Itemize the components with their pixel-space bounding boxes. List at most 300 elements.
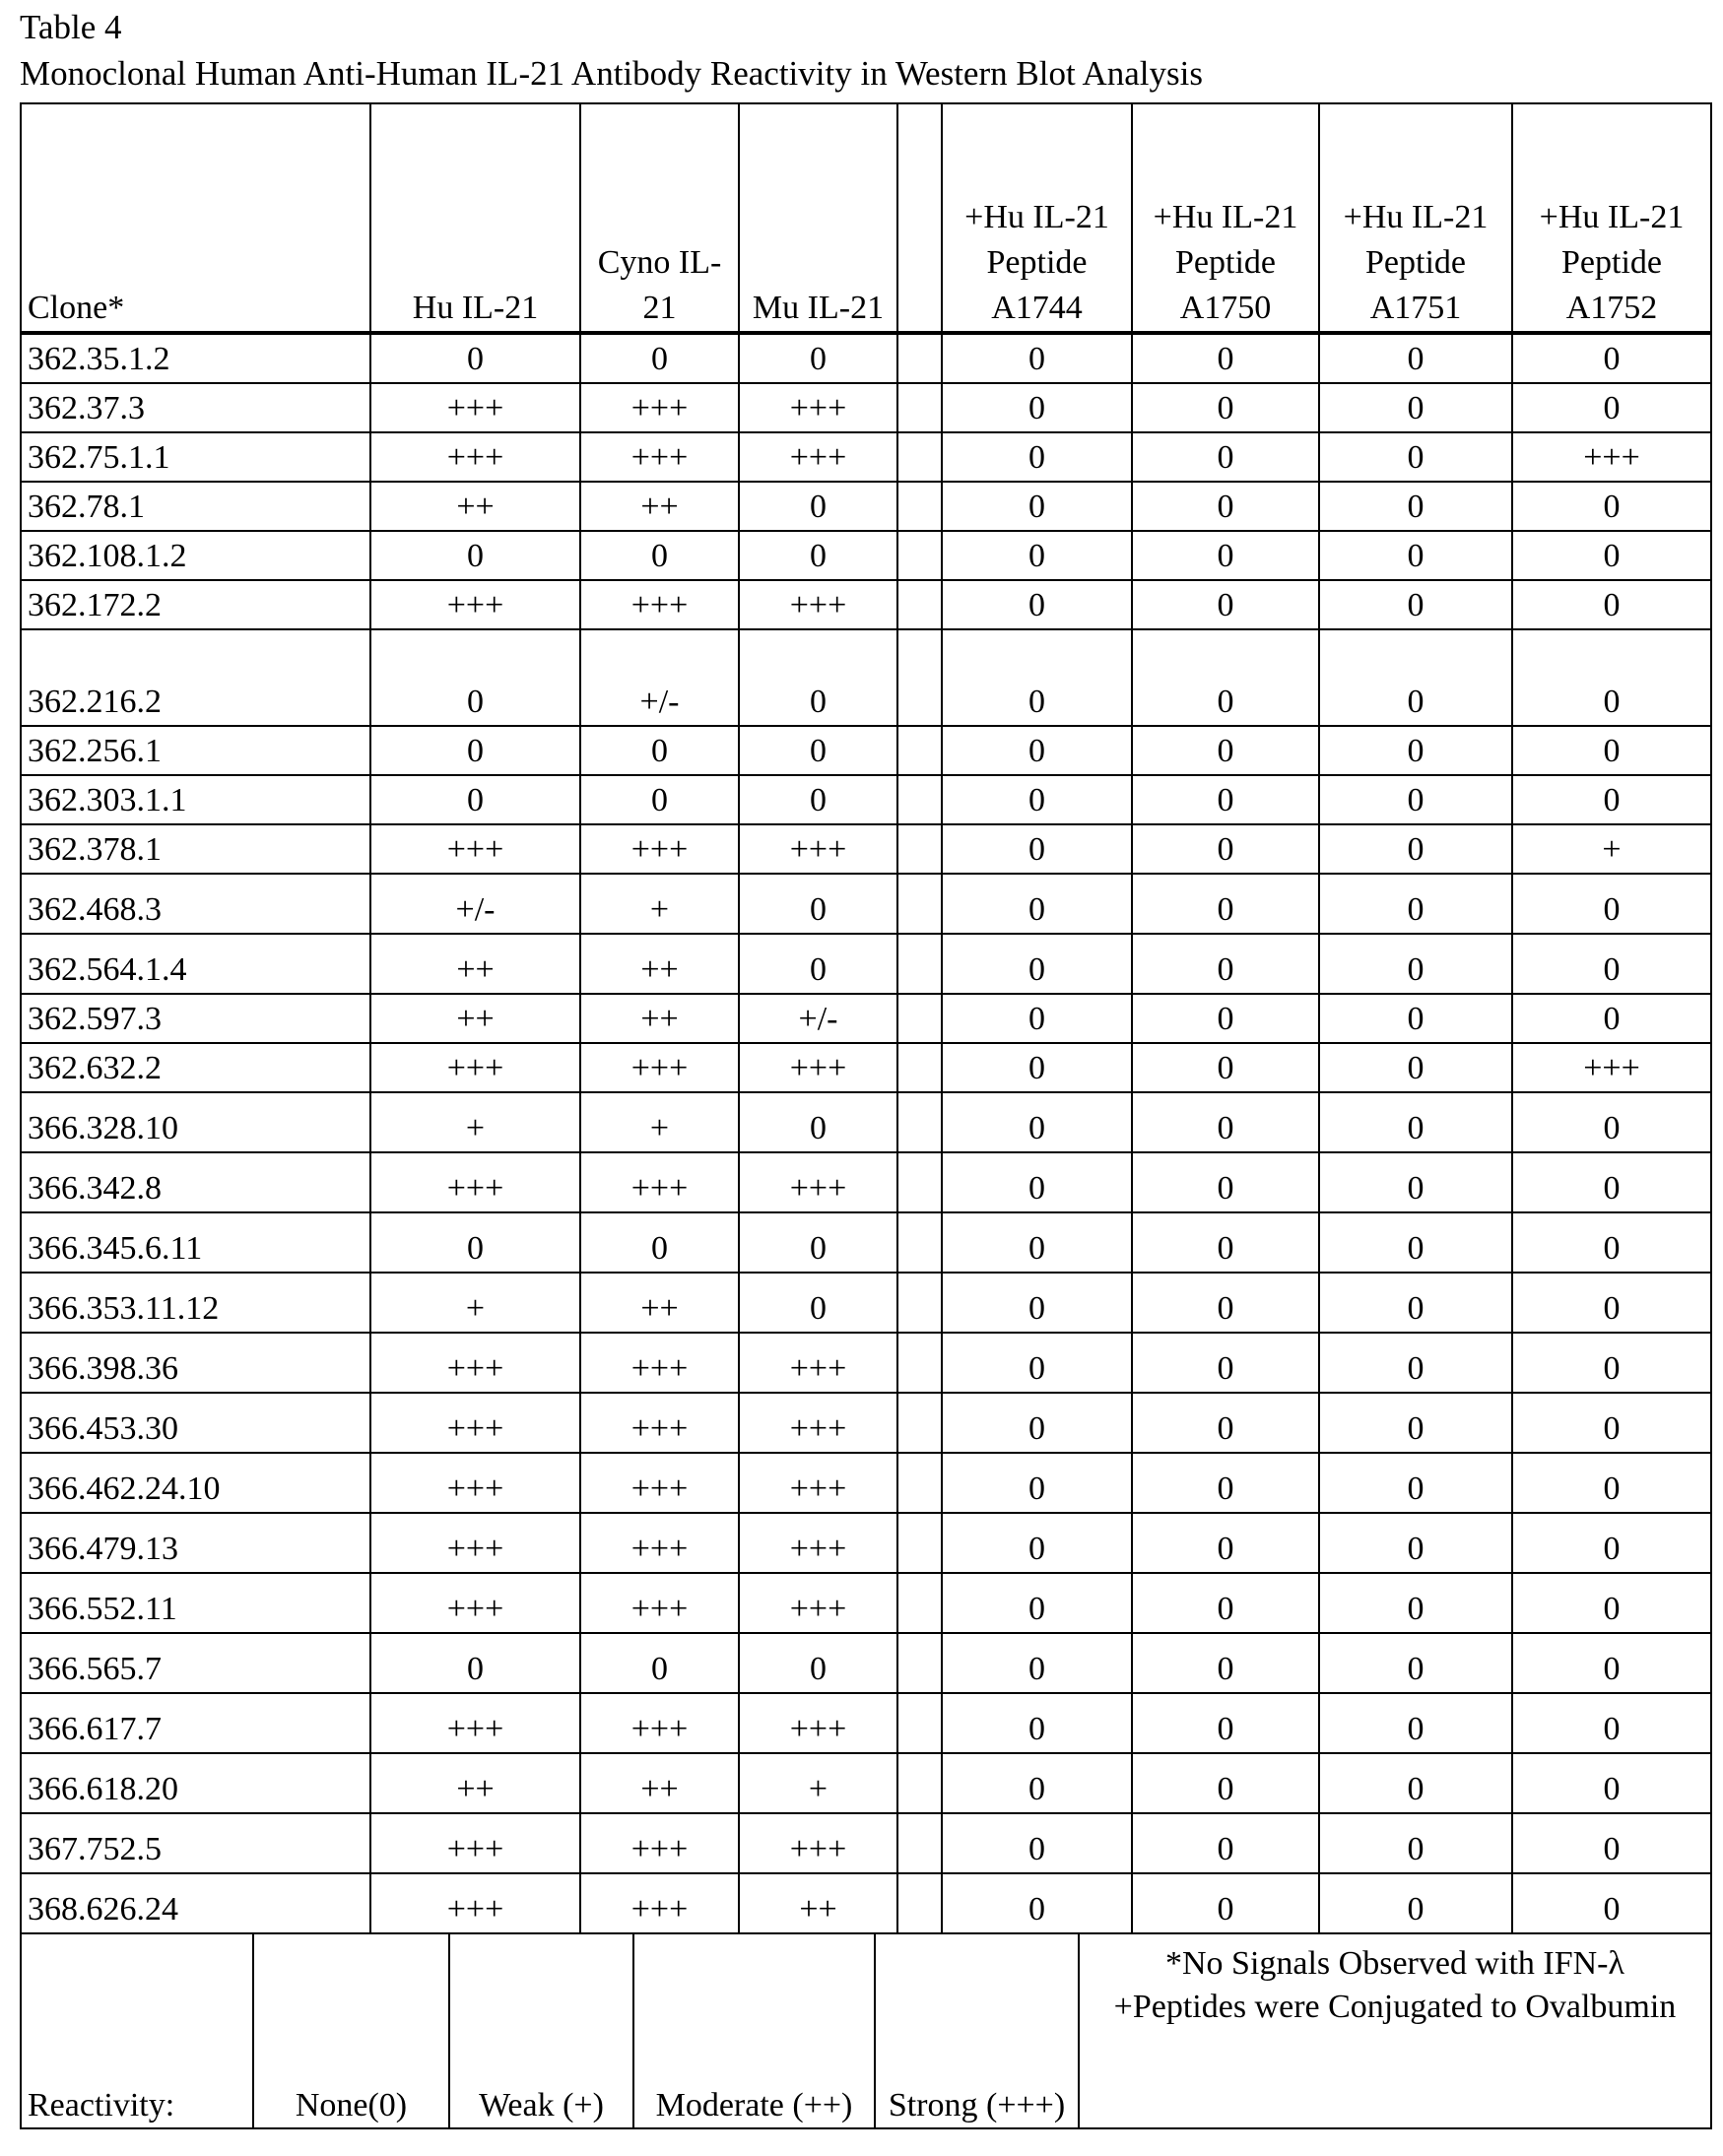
note-ovalbumin: +Peptides were Conjugated to Ovalbumin — [1086, 1986, 1704, 2029]
cell-clone: 366.565.7 — [21, 1633, 370, 1693]
cell-clone: 362.75.1.1 — [21, 432, 370, 482]
cell-cyno-il21: ++ — [580, 1753, 739, 1813]
cell-a1751: 0 — [1319, 580, 1512, 629]
cell-a1750: 0 — [1132, 934, 1319, 994]
cell-cyno-il21: +++ — [580, 1513, 739, 1573]
cell-a1752: 0 — [1512, 1873, 1711, 1933]
cell-a1750: 0 — [1132, 482, 1319, 531]
cell-cyno-il21: +++ — [580, 580, 739, 629]
cell-mu-il21: 0 — [739, 629, 897, 726]
cell-a1750: 0 — [1132, 1212, 1319, 1273]
cell-clone: 367.752.5 — [21, 1813, 370, 1873]
cell-clone: 362.256.1 — [21, 726, 370, 775]
cell-a1751: 0 — [1319, 1513, 1512, 1573]
table-row — [21, 1273, 1711, 1333]
spacer-cell — [897, 1393, 942, 1453]
cell-clone: 366.618.20 — [21, 1753, 370, 1813]
cell-cyno-il21: +++ — [580, 1152, 739, 1212]
cell-mu-il21: + — [739, 1753, 897, 1813]
cell-clone: 366.328.10 — [21, 1092, 370, 1152]
cell-a1752: 0 — [1512, 1633, 1711, 1693]
cell-a1744: 0 — [942, 1333, 1132, 1393]
cell-mu-il21: 0 — [739, 333, 897, 383]
spacer-cell — [897, 1693, 942, 1753]
cell-a1744: 0 — [942, 1273, 1132, 1333]
cell-a1744: 0 — [942, 383, 1132, 432]
cell-a1750: 0 — [1132, 629, 1319, 726]
cell-a1750: 0 — [1132, 1043, 1319, 1092]
cell-a1751: 0 — [1319, 1333, 1512, 1393]
spacer-cell — [897, 1573, 942, 1633]
cell-a1751: 0 — [1319, 333, 1512, 383]
cell-a1752: 0 — [1512, 1212, 1711, 1273]
legend-none: None(0) — [253, 1933, 449, 2128]
cell-cyno-il21: +++ — [580, 1813, 739, 1873]
cell-a1744: 0 — [942, 824, 1132, 874]
cell-mu-il21: +++ — [739, 1393, 897, 1453]
cell-a1744: 0 — [942, 333, 1132, 383]
cell-a1744: 0 — [942, 874, 1132, 934]
cell-hu-il21: + — [370, 1273, 580, 1333]
cell-cyno-il21: +++ — [580, 1573, 739, 1633]
cell-mu-il21: ++ — [739, 1873, 897, 1933]
table-title: Monoclonal Human Anti-Human IL-21 Antibody Reactivity in Western Blot Analysis — [20, 54, 1203, 94]
spacer-cell — [897, 531, 942, 580]
cell-a1752: 0 — [1512, 531, 1711, 580]
cell-cyno-il21: +++ — [580, 824, 739, 874]
cell-hu-il21: + — [370, 1092, 580, 1152]
cell-a1750: 0 — [1132, 1813, 1319, 1873]
cell-a1744: 0 — [942, 726, 1132, 775]
table-row — [21, 994, 1711, 1043]
spacer-cell — [897, 726, 942, 775]
cell-a1752: 0 — [1512, 1813, 1711, 1873]
legend-table — [20, 1932, 1712, 2129]
cell-a1744: 0 — [942, 1453, 1132, 1513]
cell-cyno-il21: +++ — [580, 1333, 739, 1393]
cell-a1750: 0 — [1132, 1753, 1319, 1813]
legend-moderate: Moderate (++) — [633, 1933, 875, 2128]
cell-a1752: 0 — [1512, 874, 1711, 934]
cell-a1752: 0 — [1512, 1453, 1711, 1513]
cell-a1750: 0 — [1132, 1333, 1319, 1393]
cell-a1750: 0 — [1132, 580, 1319, 629]
table-row — [21, 726, 1711, 775]
cell-cyno-il21: 0 — [580, 1212, 739, 1273]
cell-clone: 366.398.36 — [21, 1333, 370, 1393]
cell-a1750: 0 — [1132, 333, 1319, 383]
cell-a1751: 0 — [1319, 726, 1512, 775]
table-row — [21, 1573, 1711, 1633]
cell-a1751: 0 — [1319, 629, 1512, 726]
cell-clone: 362.216.2 — [21, 629, 370, 726]
cell-hu-il21: 0 — [370, 531, 580, 580]
cell-cyno-il21: + — [580, 874, 739, 934]
cell-a1750: 0 — [1132, 1693, 1319, 1753]
cell-a1751: 0 — [1319, 994, 1512, 1043]
cell-hu-il21: +++ — [370, 1043, 580, 1092]
table-row — [21, 1693, 1711, 1753]
cell-a1751: 0 — [1319, 1813, 1512, 1873]
cell-cyno-il21: 0 — [580, 775, 739, 824]
cell-mu-il21: +++ — [739, 1513, 897, 1573]
header-a1744: +Hu IL-21 Peptide A1744 — [942, 103, 1132, 333]
cell-a1752: 0 — [1512, 1152, 1711, 1212]
cell-hu-il21: +++ — [370, 1813, 580, 1873]
table-row — [21, 775, 1711, 824]
cell-a1750: 0 — [1132, 1273, 1319, 1333]
cell-hu-il21: ++ — [370, 994, 580, 1043]
cell-a1750: 0 — [1132, 994, 1319, 1043]
cell-cyno-il21: +++ — [580, 1453, 739, 1513]
cell-hu-il21: 0 — [370, 726, 580, 775]
cell-a1751: 0 — [1319, 1873, 1512, 1933]
cell-a1750: 0 — [1132, 1393, 1319, 1453]
cell-a1750: 0 — [1132, 1633, 1319, 1693]
cell-clone: 366.345.6.11 — [21, 1212, 370, 1273]
cell-a1752: 0 — [1512, 1333, 1711, 1393]
cell-clone: 362.378.1 — [21, 824, 370, 874]
table-row — [21, 874, 1711, 934]
cell-a1744: 0 — [942, 934, 1132, 994]
cell-a1744: 0 — [942, 1573, 1132, 1633]
cell-a1751: 0 — [1319, 1092, 1512, 1152]
cell-a1744: 0 — [942, 1513, 1132, 1573]
cell-a1750: 0 — [1132, 1573, 1319, 1633]
cell-a1744: 0 — [942, 580, 1132, 629]
cell-a1744: 0 — [942, 1043, 1132, 1092]
table-row — [21, 432, 1711, 482]
cell-clone: 366.462.24.10 — [21, 1453, 370, 1513]
cell-a1752: 0 — [1512, 1273, 1711, 1333]
cell-a1751: 0 — [1319, 934, 1512, 994]
table-row — [21, 1393, 1711, 1453]
cell-mu-il21: 0 — [739, 726, 897, 775]
cell-a1752: 0 — [1512, 1393, 1711, 1453]
cell-hu-il21: +++ — [370, 383, 580, 432]
cell-a1744: 0 — [942, 1092, 1132, 1152]
cell-a1744: 0 — [942, 994, 1132, 1043]
reactivity-table — [20, 102, 1712, 1934]
cell-cyno-il21: + — [580, 1092, 739, 1152]
cell-a1752: 0 — [1512, 1513, 1711, 1573]
cell-a1751: 0 — [1319, 1273, 1512, 1333]
cell-a1751: 0 — [1319, 482, 1512, 531]
table-row — [21, 1092, 1711, 1152]
header-a1751: +Hu IL-21 Peptide A1751 — [1319, 103, 1512, 333]
cell-mu-il21: 0 — [739, 1212, 897, 1273]
table-row — [21, 482, 1711, 531]
cell-a1750: 0 — [1132, 1873, 1319, 1933]
header-a1752: +Hu IL-21 Peptide A1752 — [1512, 103, 1711, 333]
cell-a1751: 0 — [1319, 383, 1512, 432]
header-cyno-il21: Cyno IL-21 — [580, 103, 739, 333]
cell-clone: 366.342.8 — [21, 1152, 370, 1212]
header-spacer — [897, 103, 942, 333]
cell-a1751: 0 — [1319, 1043, 1512, 1092]
cell-hu-il21: 0 — [370, 333, 580, 383]
cell-a1752: 0 — [1512, 1092, 1711, 1152]
spacer-cell — [897, 1453, 942, 1513]
spacer-cell — [897, 934, 942, 994]
cell-cyno-il21: 0 — [580, 726, 739, 775]
cell-a1752: 0 — [1512, 333, 1711, 383]
cell-clone: 362.172.2 — [21, 580, 370, 629]
cell-a1744: 0 — [942, 1633, 1132, 1693]
cell-a1744: 0 — [942, 1152, 1132, 1212]
cell-a1752: 0 — [1512, 1753, 1711, 1813]
cell-a1752: 0 — [1512, 482, 1711, 531]
cell-hu-il21: ++ — [370, 1753, 580, 1813]
cell-a1751: 0 — [1319, 775, 1512, 824]
header-row — [21, 103, 1711, 333]
cell-a1750: 0 — [1132, 775, 1319, 824]
cell-clone: 362.78.1 — [21, 482, 370, 531]
cell-cyno-il21: +++ — [580, 383, 739, 432]
cell-a1750: 0 — [1132, 383, 1319, 432]
cell-mu-il21: 0 — [739, 1633, 897, 1693]
table-row — [21, 1212, 1711, 1273]
cell-mu-il21: 0 — [739, 1273, 897, 1333]
cell-a1752: 0 — [1512, 580, 1711, 629]
table-row — [21, 1813, 1711, 1873]
cell-a1752: 0 — [1512, 994, 1711, 1043]
cell-mu-il21: +++ — [739, 1453, 897, 1513]
spacer-cell — [897, 775, 942, 824]
table-row — [21, 1043, 1711, 1092]
spacer-cell — [897, 994, 942, 1043]
cell-mu-il21: 0 — [739, 934, 897, 994]
legend-notes — [1079, 1933, 1711, 2128]
spacer-cell — [897, 1873, 942, 1933]
cell-a1751: 0 — [1319, 1393, 1512, 1453]
cell-hu-il21: +/- — [370, 874, 580, 934]
table-label: Table 4 — [20, 8, 121, 47]
spacer-cell — [897, 580, 942, 629]
cell-a1750: 0 — [1132, 726, 1319, 775]
table-row — [21, 531, 1711, 580]
cell-cyno-il21: ++ — [580, 482, 739, 531]
spacer-cell — [897, 432, 942, 482]
cell-hu-il21: +++ — [370, 432, 580, 482]
spacer-cell — [897, 1273, 942, 1333]
cell-mu-il21: +++ — [739, 1043, 897, 1092]
table-row — [21, 1873, 1711, 1933]
legend-weak: Weak (+) — [449, 1933, 633, 2128]
table-row — [21, 580, 1711, 629]
cell-mu-il21: 0 — [739, 531, 897, 580]
legend-label: Reactivity: — [21, 1933, 253, 2128]
table-row — [21, 1333, 1711, 1393]
cell-a1750: 0 — [1132, 531, 1319, 580]
cell-cyno-il21: +++ — [580, 1693, 739, 1753]
cell-hu-il21: +++ — [370, 580, 580, 629]
cell-hu-il21: +++ — [370, 1393, 580, 1453]
cell-a1744: 0 — [942, 775, 1132, 824]
header-clone: Clone* — [21, 103, 370, 333]
cell-a1750: 0 — [1132, 432, 1319, 482]
cell-cyno-il21: +++ — [580, 432, 739, 482]
cell-a1752: 0 — [1512, 1693, 1711, 1753]
table-row — [21, 934, 1711, 994]
spacer-cell — [897, 1152, 942, 1212]
table-row — [21, 824, 1711, 874]
cell-mu-il21: +++ — [739, 824, 897, 874]
cell-clone: 362.303.1.1 — [21, 775, 370, 824]
cell-mu-il21: +++ — [739, 580, 897, 629]
cell-hu-il21: +++ — [370, 824, 580, 874]
cell-a1744: 0 — [942, 1693, 1132, 1753]
cell-a1751: 0 — [1319, 1573, 1512, 1633]
cell-a1751: 0 — [1319, 432, 1512, 482]
cell-clone: 366.353.11.12 — [21, 1273, 370, 1333]
cell-hu-il21: 0 — [370, 775, 580, 824]
cell-a1744: 0 — [942, 1813, 1132, 1873]
cell-hu-il21: 0 — [370, 1212, 580, 1273]
cell-cyno-il21: ++ — [580, 1273, 739, 1333]
cell-mu-il21: +++ — [739, 1693, 897, 1753]
cell-a1752: 0 — [1512, 726, 1711, 775]
cell-hu-il21: +++ — [370, 1513, 580, 1573]
cell-cyno-il21: +++ — [580, 1873, 739, 1933]
cell-clone: 366.552.11 — [21, 1573, 370, 1633]
cell-hu-il21: +++ — [370, 1152, 580, 1212]
cell-a1752: 0 — [1512, 1573, 1711, 1633]
cell-cyno-il21: 0 — [580, 333, 739, 383]
cell-mu-il21: 0 — [739, 874, 897, 934]
table-wrapper — [20, 102, 1710, 2129]
legend-row — [21, 1933, 1711, 2128]
header-mu-il21: Mu IL-21 — [739, 103, 897, 333]
cell-a1744: 0 — [942, 482, 1132, 531]
cell-clone: 366.453.30 — [21, 1393, 370, 1453]
cell-a1750: 0 — [1132, 1152, 1319, 1212]
spacer-cell — [897, 1633, 942, 1693]
cell-a1750: 0 — [1132, 1453, 1319, 1513]
cell-hu-il21: 0 — [370, 629, 580, 726]
cell-a1751: 0 — [1319, 1633, 1512, 1693]
legend-strong: Strong (+++) — [875, 1933, 1079, 2128]
cell-mu-il21: +++ — [739, 383, 897, 432]
cell-a1750: 0 — [1132, 874, 1319, 934]
cell-clone: 366.617.7 — [21, 1693, 370, 1753]
cell-a1752: +++ — [1512, 432, 1711, 482]
cell-cyno-il21: +/- — [580, 629, 739, 726]
spacer-cell — [897, 1753, 942, 1813]
cell-cyno-il21: +++ — [580, 1043, 739, 1092]
cell-a1744: 0 — [942, 629, 1132, 726]
cell-clone: 368.626.24 — [21, 1873, 370, 1933]
cell-hu-il21: ++ — [370, 934, 580, 994]
cell-a1744: 0 — [942, 1212, 1132, 1273]
cell-cyno-il21: 0 — [580, 531, 739, 580]
spacer-cell — [897, 383, 942, 432]
cell-mu-il21: 0 — [739, 482, 897, 531]
cell-mu-il21: +++ — [739, 1573, 897, 1633]
cell-mu-il21: +++ — [739, 1333, 897, 1393]
cell-hu-il21: ++ — [370, 482, 580, 531]
cell-a1744: 0 — [942, 1393, 1132, 1453]
spacer-cell — [897, 333, 942, 383]
cell-clone: 366.479.13 — [21, 1513, 370, 1573]
cell-a1744: 0 — [942, 1873, 1132, 1933]
cell-mu-il21: 0 — [739, 775, 897, 824]
cell-hu-il21: 0 — [370, 1633, 580, 1693]
cell-clone: 362.35.1.2 — [21, 333, 370, 383]
cell-a1752: + — [1512, 824, 1711, 874]
cell-mu-il21: +++ — [739, 432, 897, 482]
spacer-cell — [897, 1513, 942, 1573]
cell-a1744: 0 — [942, 1753, 1132, 1813]
cell-clone: 362.37.3 — [21, 383, 370, 432]
cell-a1751: 0 — [1319, 1212, 1512, 1273]
table-row — [21, 1513, 1711, 1573]
cell-a1750: 0 — [1132, 824, 1319, 874]
header-a1750: +Hu IL-21 Peptide A1750 — [1132, 103, 1319, 333]
cell-a1751: 0 — [1319, 1753, 1512, 1813]
cell-a1752: 0 — [1512, 629, 1711, 726]
cell-mu-il21: 0 — [739, 1092, 897, 1152]
cell-clone: 362.597.3 — [21, 994, 370, 1043]
cell-cyno-il21: ++ — [580, 994, 739, 1043]
spacer-cell — [897, 1212, 942, 1273]
spacer-cell — [897, 1813, 942, 1873]
header-hu-il21: Hu IL-21 — [370, 103, 580, 333]
cell-cyno-il21: +++ — [580, 1393, 739, 1453]
cell-a1750: 0 — [1132, 1513, 1319, 1573]
cell-a1751: 0 — [1319, 1693, 1512, 1753]
cell-clone: 362.632.2 — [21, 1043, 370, 1092]
cell-clone: 362.468.3 — [21, 874, 370, 934]
cell-a1752: 0 — [1512, 383, 1711, 432]
table-row — [21, 1753, 1711, 1813]
cell-mu-il21: +++ — [739, 1813, 897, 1873]
spacer-cell — [897, 629, 942, 726]
cell-hu-il21: +++ — [370, 1333, 580, 1393]
spacer-cell — [897, 874, 942, 934]
spacer-cell — [897, 1043, 942, 1092]
cell-a1752: +++ — [1512, 1043, 1711, 1092]
cell-a1752: 0 — [1512, 775, 1711, 824]
cell-a1751: 0 — [1319, 1152, 1512, 1212]
spacer-cell — [897, 482, 942, 531]
cell-a1751: 0 — [1319, 824, 1512, 874]
cell-hu-il21: +++ — [370, 1693, 580, 1753]
cell-mu-il21: +++ — [739, 1152, 897, 1212]
spacer-cell — [897, 824, 942, 874]
cell-a1751: 0 — [1319, 874, 1512, 934]
cell-a1750: 0 — [1132, 1092, 1319, 1152]
table-row — [21, 1633, 1711, 1693]
note-ifn: *No Signals Observed with IFN-λ — [1086, 1942, 1704, 1986]
cell-hu-il21: +++ — [370, 1453, 580, 1513]
cell-a1744: 0 — [942, 531, 1132, 580]
spacer-cell — [897, 1092, 942, 1152]
table-row — [21, 1453, 1711, 1513]
cell-a1744: 0 — [942, 432, 1132, 482]
table-row — [21, 1152, 1711, 1212]
table-row — [21, 629, 1711, 726]
table-row — [21, 383, 1711, 432]
cell-clone: 362.108.1.2 — [21, 531, 370, 580]
spacer-cell — [897, 1333, 942, 1393]
table-row — [21, 333, 1711, 383]
cell-hu-il21: +++ — [370, 1573, 580, 1633]
cell-a1751: 0 — [1319, 531, 1512, 580]
cell-mu-il21: +/- — [739, 994, 897, 1043]
cell-cyno-il21: ++ — [580, 934, 739, 994]
cell-hu-il21: +++ — [370, 1873, 580, 1933]
